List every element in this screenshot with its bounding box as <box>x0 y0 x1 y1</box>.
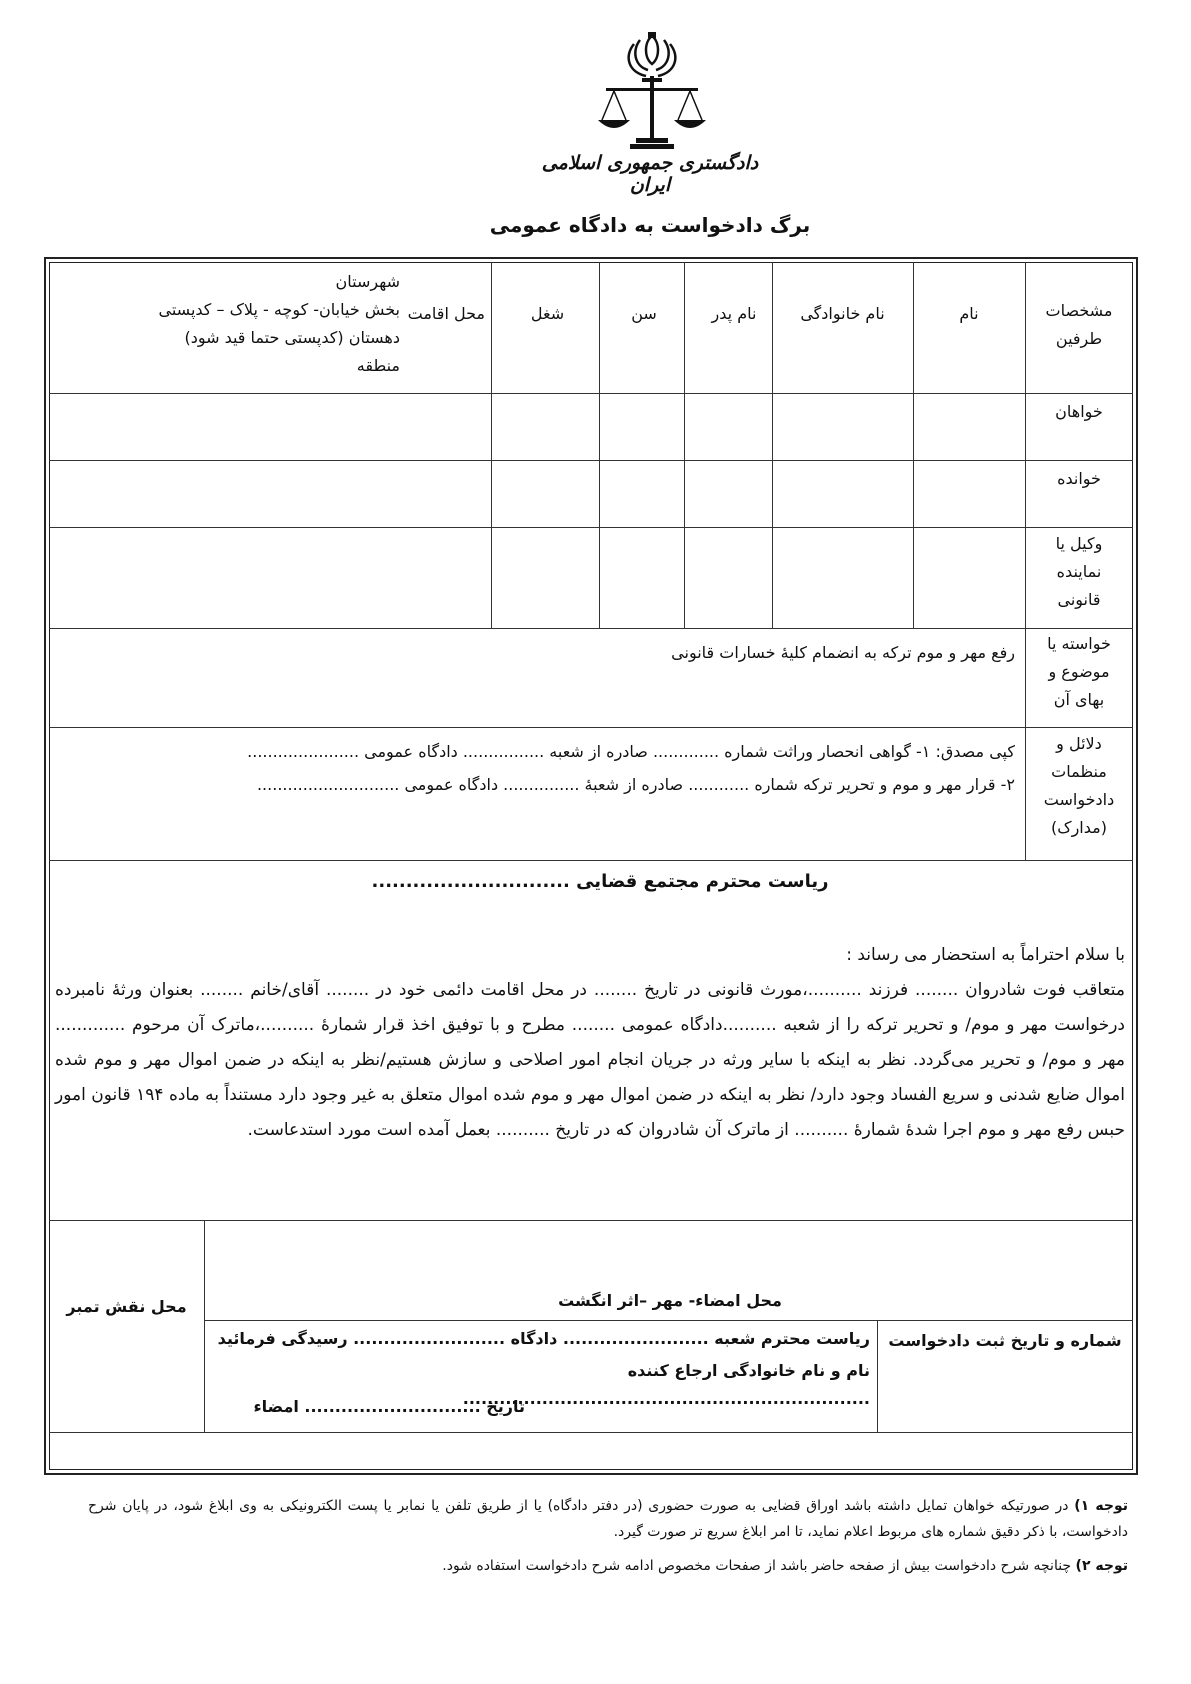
signature-section-bottom <box>49 1432 1133 1433</box>
letter-greeting: با سلام احتراماً به استحضار می رساند : <box>846 945 1125 965</box>
age-header: سن <box>631 304 657 323</box>
referral-line-3: تاریخ ............................. امضاء <box>253 1397 525 1416</box>
claim-value: رفع مهر و موم ترکه به انضمام کلیهٔ خسارات قانونی <box>671 643 1015 662</box>
evidence-line-2: ۲- قرار مهر و موم و تحریر ترکه شماره ............ صادره از شعبهٔ ............... دادگاه عمومی ............................ <box>256 775 1015 794</box>
family-name-header: نام خانوادگی <box>800 304 885 323</box>
registration-label: شماره و تاریخ ثبت دادخواست <box>888 1331 1122 1350</box>
row-divider <box>49 727 1133 728</box>
row-divider <box>49 860 1133 861</box>
address-header: شهرستان بخش خیابان- کوچه - پلاک – کدپستی دهستان (کدپستی حتما قید شود) منطقه <box>158 272 400 375</box>
letter-body: متعاقب فوت شادروان ........ فرزند ..........،مورث قانونی در تاریخ ........ در محل اقامت دائمی خود در ........ آقای/خانم ........ بعنوان ورثهٔ نامبرده درخواست مهر و موم/ و تحریر ترکه را از شعبه ..........دادگاه عمومی ........ مطرح و با توفیق اخذ قرار شمارهٔ ..........،ماترک آن مرحوم ............. مهر و موم/ و تحریر می‌گردد. نظر به اینکه با سایر ورثه در جریان انجام امور اصلاحی و سازش هستیم/نظر به اینکه در ضمن اموال مهر و موم شده اموال ضایع شدنی و سریع الفساد وجود دارد/ نظر به اینکه در ضمن اموال مهر و موم شده اموال متعلق به غیر وجود دارد مستنداً به ماده ۱۹۴ قانون امور حبس رفع مهر و موم اجرا شدهٔ شمارهٔ .......... از ماترک آن شادروان که در تاریخ .......... بعمل آمده است مورد استدعاست. <box>55 980 1125 1140</box>
attorney-label: وکیل یا نماینده قانونی <box>1055 534 1103 609</box>
plaintiff-label: خواهان <box>1055 402 1103 421</box>
defendant-label: خوانده <box>1057 469 1101 488</box>
referral-line-1: ریاست محترم شعبه ........................ دادگاه ......................... رسیدگی فرمائید <box>217 1329 870 1348</box>
referral-line-2: نام و نام خانوادگی ارجاع کننده ................................................................... <box>462 1361 870 1408</box>
evidence-line-1: کپی مصدق: ۱- گواهی انحصار وراثت شماره ............. صادره از شعبه ................ دادگاه عمومی ...................... <box>247 742 1015 761</box>
job-header: شغل <box>530 304 565 323</box>
signature-place-label: محل امضاء- مهر –اثر انگشت <box>558 1291 782 1310</box>
stamp-place-label: محل نقش تمبر <box>66 1297 187 1316</box>
claim-label: خواسته یا موضوع و بهای آن <box>1047 634 1111 709</box>
row-divider <box>49 460 1133 461</box>
col-divider <box>599 262 600 628</box>
note-1: توجه ۱) در صورتیکه خواهان تمایل داشته باشد اوراق قضایی به صورت حضوری (در دفتر دادگاه) یا از طریق تلفن یا نمابر یا پست الکترونیکی به وی ابلاغ شود، در پایان شرح دادخواست، با ذکر دقیق شماره های مربوط اعلام نماید، تا امر ابلاغ سریع تر صورت گیرد. <box>88 1498 1128 1540</box>
name-header: نام <box>959 304 979 323</box>
letter-address: ریاست محترم مجتمع قضایی ............................. <box>371 871 829 892</box>
parties-label: مشخصات طرفین <box>1045 301 1113 348</box>
col-divider <box>204 1220 205 1432</box>
col-divider <box>491 262 492 628</box>
seal-caption: دادگستری جمهوری اسلامی ایران <box>541 152 759 196</box>
col-divider <box>684 262 685 628</box>
col-divider <box>877 1320 878 1432</box>
row-divider <box>204 1320 1133 1321</box>
signature-section-top <box>49 1220 1133 1221</box>
col-divider-label <box>1025 262 1026 860</box>
father-name-header: نام پدر <box>711 304 757 323</box>
form-title: برگ دادخواست به دادگاه عمومی <box>489 213 811 237</box>
row-divider <box>49 393 1133 394</box>
row-divider <box>49 628 1133 629</box>
evidence-label: دلائل و منظمات دادخواست (مدارک) <box>1043 734 1115 837</box>
scales-of-justice-emblem-icon <box>592 28 712 158</box>
residence-header: محل اقامت <box>407 304 485 323</box>
row-divider <box>49 527 1133 528</box>
note-2: توجه ۲) چنانچه شرح دادخواست بیش از صفحه حاضر باشد از صفحات مخصوص ادامه شرح دادخواست استفاده شود. <box>442 1558 1128 1574</box>
col-divider <box>913 262 914 628</box>
